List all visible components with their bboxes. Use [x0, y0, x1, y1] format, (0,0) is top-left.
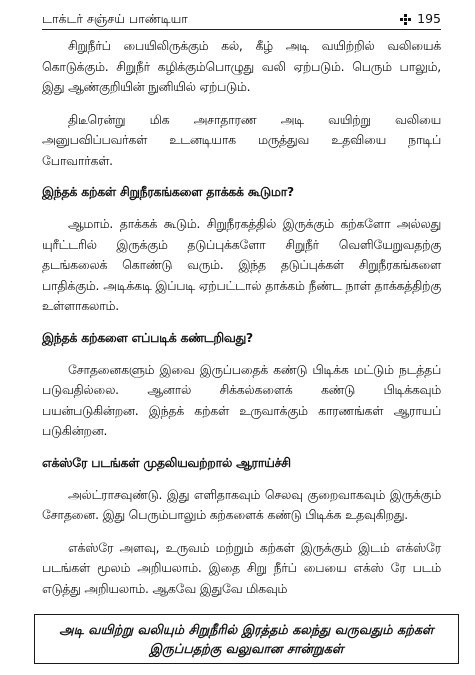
page-number: 195: [417, 11, 441, 26]
paragraph: அல்ட்ராசவுண்டு. இது எளிதாகவும் செலவு குறைவாகவும் இருக்கும் சோதனை. இது பெரும்பாலும் கற்களைக் கண்டு பிடிக்க உதவுகிறது.: [42, 487, 441, 522]
paragraph: சிறுநீர்ப் பையிலிருக்கும் கல், கீழ் அடி வயிற்றில் வலியைக் கொடுக்கும். சிறுநீர் கழிக்கும்பொழுது வலி ஏற்படும். பெரும் பாலும், இது ஆண்குறியின் நுனியில் ஏற்படும்.: [42, 39, 441, 94]
paragraph: சோதனைகளும் இவை இருப்பதைக் கண்டு பிடிக்க மட்டும் நடத்தப் படுவதில்லை. ஆனால் சிக்கல்களைக் கண்டு பிடிக்கவும் பயன்படுகின்றன. இந்தக் கற்கள் உருவாக்கும் காரணங்கள் ஆராயப் படுகின்றன.: [42, 362, 441, 438]
diamond-ornament-icon: [400, 14, 411, 25]
section-heading: எக்ஸ்ரே படங்கள் முதலியவற்றால் ஆராய்ச்சி: [42, 455, 291, 470]
paragraph: திடீரென்று மிக அசாதாரண அடி வயிற்று வலியை அனுபவிப்பவர்கள் உடனடியாக மருத்துவ உதவியை நாடிப் போவார்கள்.: [42, 112, 441, 168]
paragraph: ஆமாம். தாக்கக் கூடும். சிறுநீரகத்தில் இருக்கும் கற்களோ அல்லது யுரீட்டரில் இருக்கும் தடுப்புக்களோ சிறுநீர் வெளியேறுவதற்கு தடங்கலைக் கொண்டு வரும். இந்த தடுப்புக்கள் சிறுநீரகங்களை பாதிக்கும். அடிக்கடி இப்படி ஏற்பட்டால் தாக்கம் நீண்ட நாள் தாக்கத்திற்கு உள்ளாகலாம்.: [42, 217, 441, 313]
body-text: [42, 36, 441, 611]
paragraph: எக்ஸ்ரே அளவு, உருவம் மற்றும் கற்கள் இருக்கும் இடம் எக்ஸ்ரே படங்கள் மூலம் அறியலாம். இதை சிறு நீர்ப் பையை எக்ஸ் ரே படம் எடுத்து அறியலாம். ஆகவே இதுவே மிகவும்: [42, 540, 441, 596]
section-heading: இந்தக் கற்கள் சிறுநீரகங்களை தாக்கக் கூடுமா?: [42, 185, 295, 199]
section-heading: இந்தக் கற்களை எப்படிக் கண்டறிவது?: [42, 330, 253, 345]
highlight-callout-box: [34, 614, 459, 664]
page-number-group: [400, 11, 441, 27]
callout-text: அடி வயிற்று வலியும் சிறுநீரில் இரத்தம் கலந்து வருவதும் கற்கள் இருப்பதற்கு வலுவான சான்றுகள்: [59, 623, 434, 657]
book-title: டாக்டர் சஞ்சய் பாண்டியா: [42, 11, 188, 26]
running-header: [42, 7, 441, 30]
